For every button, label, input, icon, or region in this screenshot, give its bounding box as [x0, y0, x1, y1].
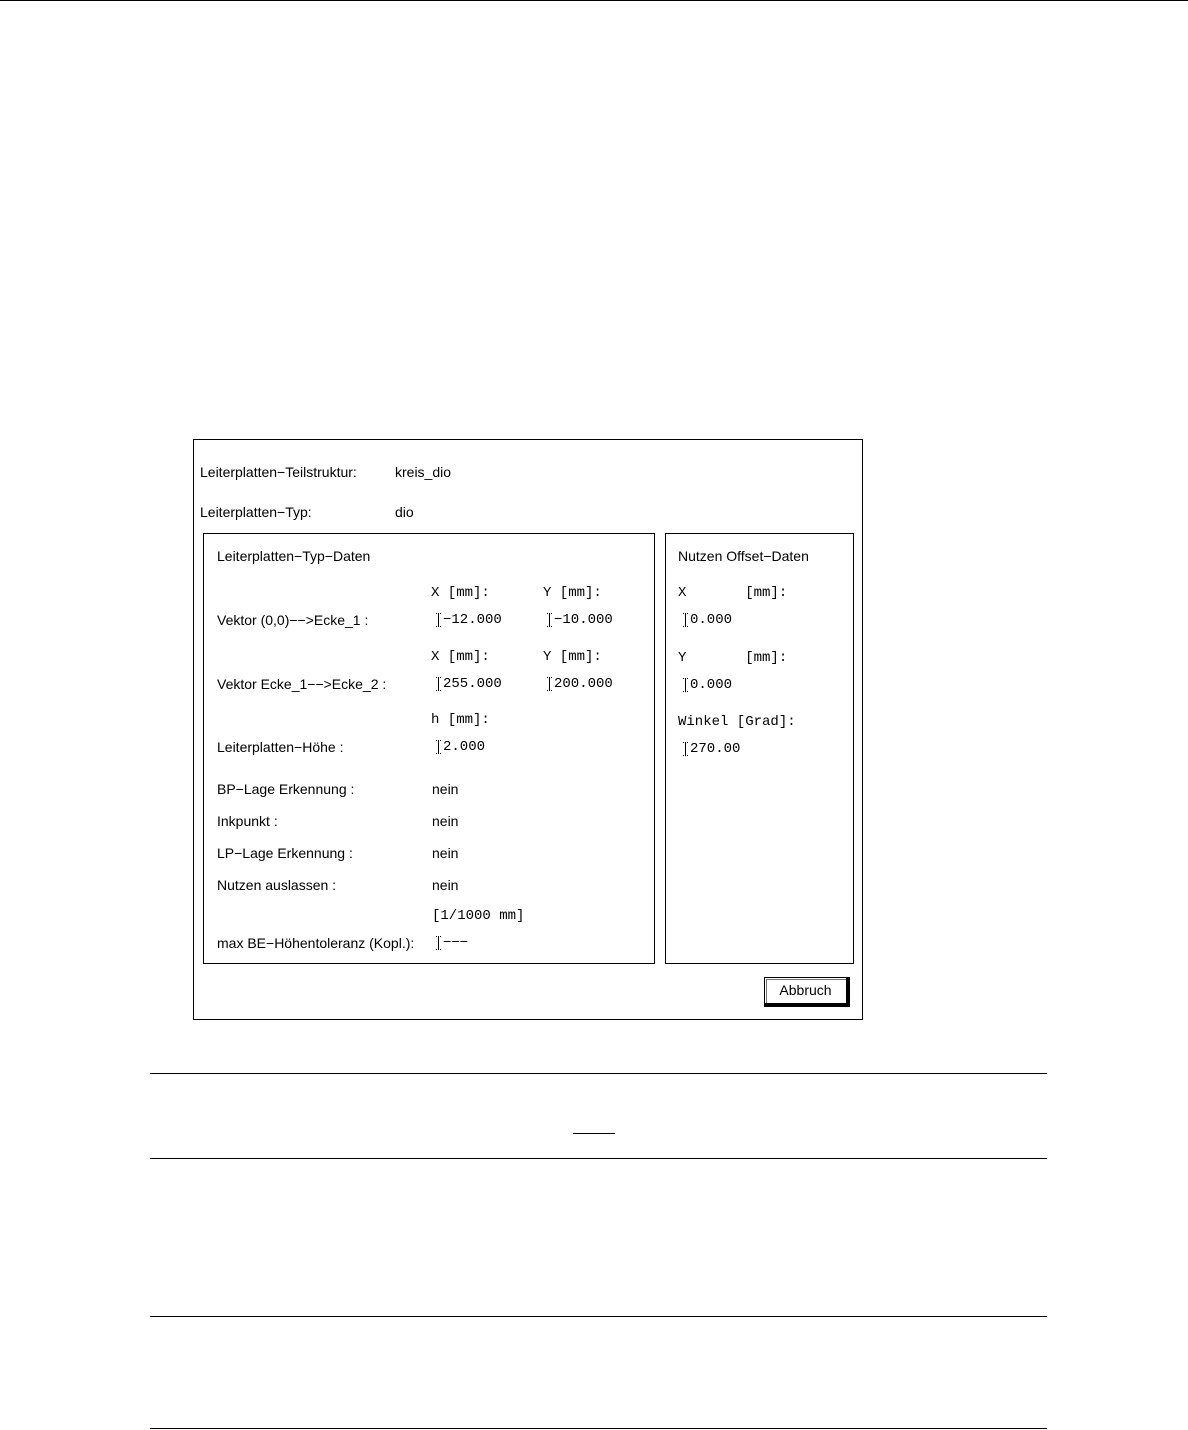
offset-x-header: X [mm]: — [678, 585, 788, 601]
vec2-y-field[interactable] — [547, 676, 613, 692]
vec2-x-value: 255.000 — [443, 676, 502, 692]
hoehe-field[interactable] — [436, 739, 485, 755]
offset-daten-panel — [665, 533, 854, 964]
table-rule — [150, 1316, 1047, 1317]
offset-x-value: 0.000 — [690, 612, 733, 628]
typ-daten-panel — [203, 533, 655, 964]
nutzen-auslassen-value[interactable]: nein — [432, 877, 459, 893]
text-cursor-icon — [547, 677, 552, 691]
teilstruktur-label: Leiterplatten−Teilstruktur: — [200, 464, 357, 480]
table-rule — [150, 1428, 1047, 1429]
text-cursor-icon — [436, 677, 441, 691]
vec1-y-field[interactable] — [547, 612, 613, 628]
offset-daten-title: Nutzen Offset−Daten — [678, 548, 809, 564]
teilstruktur-value: kreis_dio — [395, 464, 452, 480]
hoehe-label: Leiterplatten−Höhe : — [217, 739, 344, 755]
offset-y-value: 0.000 — [690, 677, 733, 693]
winkel-field[interactable] — [683, 741, 740, 757]
text-cursor-icon — [436, 613, 441, 627]
text-cursor-icon — [547, 613, 552, 627]
pcb-data-dialog — [193, 439, 863, 1020]
bp-lage-label: BP−Lage Erkennung : — [217, 781, 355, 797]
table-rule — [150, 1073, 1047, 1074]
typ-label: Leiterplatten−Typ: — [200, 504, 312, 520]
lp-lage-label: LP−Lage Erkennung : — [217, 845, 353, 861]
text-cursor-icon — [436, 936, 441, 950]
toleranz-header: [1/1000 mm] — [432, 908, 525, 924]
inkpunkt-value[interactable]: nein — [432, 813, 459, 829]
vec1-x-value: −12.000 — [443, 612, 502, 628]
vec1-x-header: X [mm]: — [431, 585, 490, 601]
offset-y-header: Y [mm]: — [678, 650, 788, 666]
winkel-value: 270.00 — [690, 741, 741, 757]
short-rule — [573, 1133, 615, 1134]
table-rule — [150, 1158, 1047, 1159]
bp-lage-value[interactable]: nein — [432, 781, 459, 797]
vec2-y-value: 200.000 — [554, 676, 613, 692]
toleranz-label: max BE−Höhentoleranz (Kopl.): — [217, 935, 415, 951]
text-cursor-icon — [683, 742, 688, 756]
lp-lage-value[interactable]: nein — [432, 845, 459, 861]
vec1-label: Vektor (0,0)−−>Ecke_1 : — [217, 612, 369, 628]
text-cursor-icon — [683, 678, 688, 692]
offset-x-field[interactable] — [683, 612, 732, 628]
vec2-x-header: X [mm]: — [431, 649, 490, 665]
hoehe-header: h [mm]: — [431, 712, 490, 728]
inkpunkt-label: Inkpunkt : — [217, 813, 278, 829]
typ-value: dio — [395, 504, 414, 520]
toleranz-field[interactable] — [436, 935, 468, 951]
abbruch-button[interactable]: Abbruch — [764, 977, 850, 1007]
vec1-x-field[interactable] — [436, 612, 502, 628]
vec2-y-header: Y [mm]: — [543, 649, 602, 665]
vec2-label: Vektor Ecke_1−−>Ecke_2 : — [217, 676, 387, 692]
typ-daten-title: Leiterplatten−Typ−Daten — [217, 548, 371, 564]
nutzen-auslassen-label: Nutzen auslassen : — [217, 877, 337, 893]
top-rule — [0, 0, 1188, 1]
offset-y-field[interactable] — [683, 677, 732, 693]
toleranz-value: −−− — [443, 935, 469, 951]
text-cursor-icon — [436, 740, 441, 754]
winkel-header: Winkel [Grad]: — [678, 714, 796, 730]
text-cursor-icon — [683, 613, 688, 627]
hoehe-value: 2.000 — [443, 739, 486, 755]
vec1-y-header: Y [mm]: — [543, 585, 602, 601]
vec1-y-value: −10.000 — [554, 612, 613, 628]
vec2-x-field[interactable] — [436, 676, 502, 692]
